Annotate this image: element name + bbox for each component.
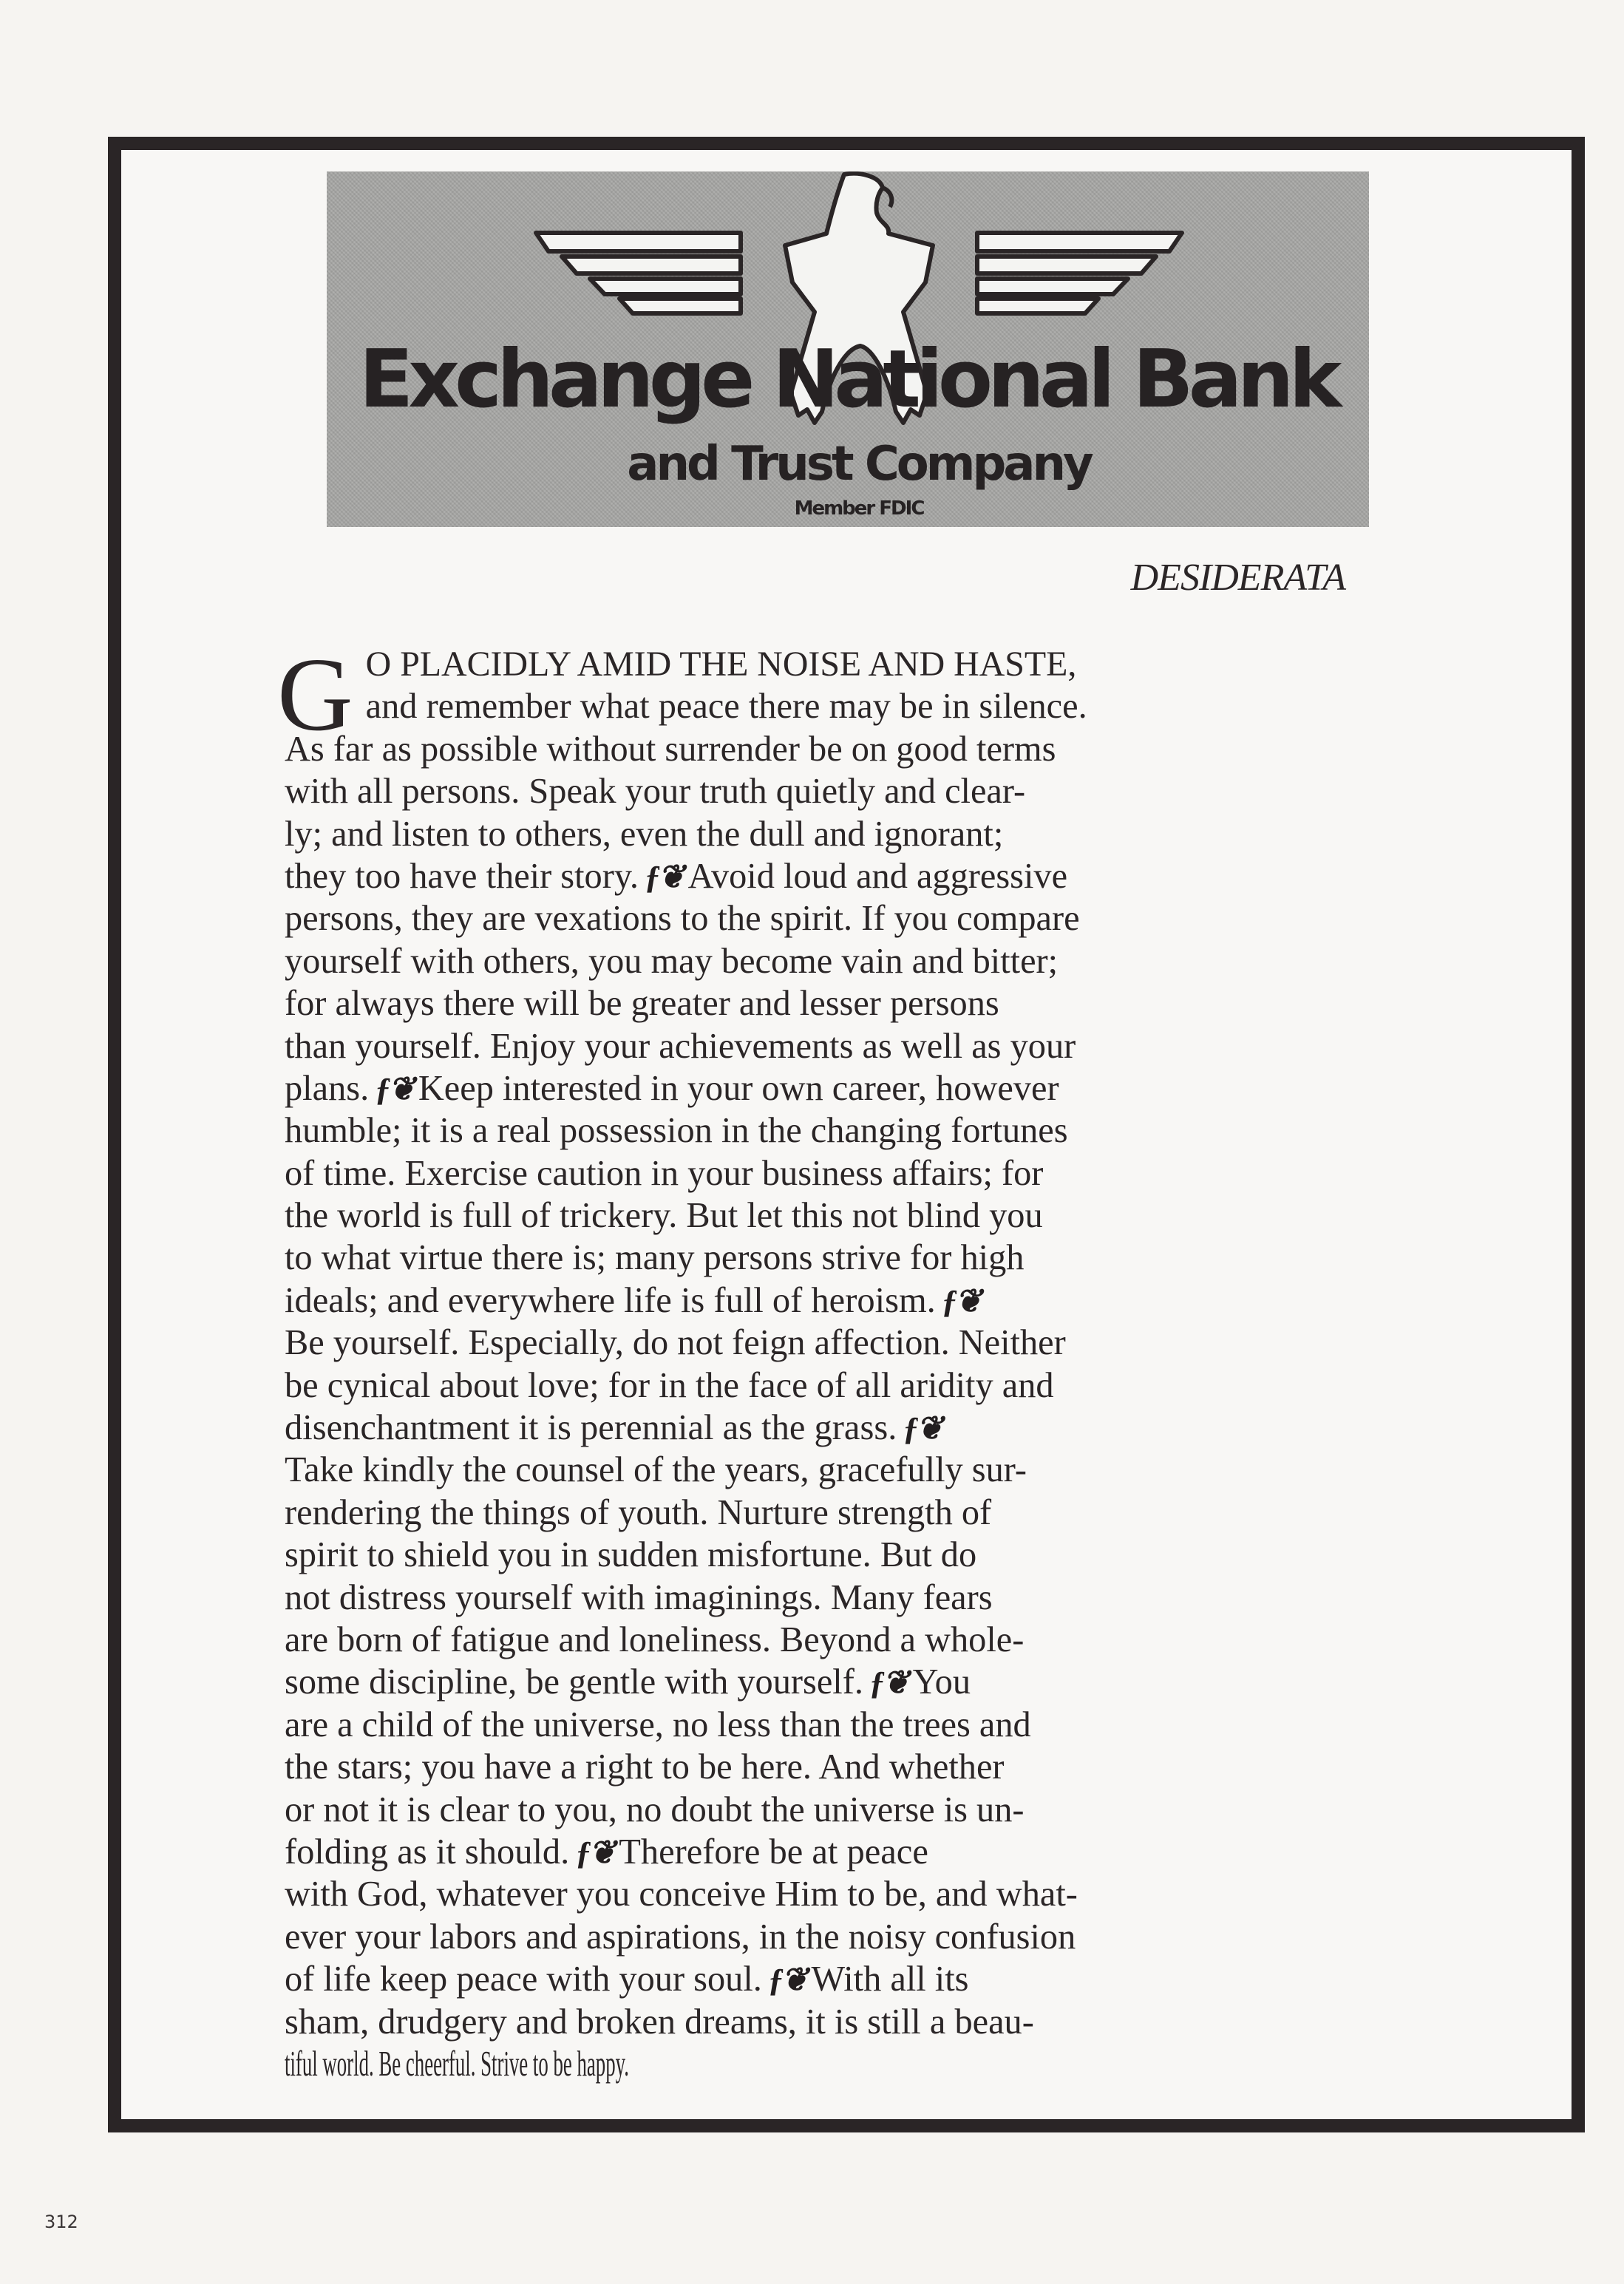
poem-line: tiful world. Be cheerful. Strive to be happy.: [285, 2044, 630, 2084]
page-number: 312: [44, 2212, 78, 2232]
bank-advertisement-banner: [327, 171, 1369, 527]
fleuron-icon: ƒ❦: [903, 1410, 941, 1447]
poem-line: O PLACIDLY AMID THE NOISE AND HASTE,: [365, 645, 1077, 684]
poem-body: [277, 636, 1393, 2085]
drop-cap: G: [277, 636, 353, 752]
poem-line: As far as possible without surrender be on good terms: [285, 729, 1056, 769]
poem-line: yourself with others, you may become vain and bitter;: [285, 941, 1059, 981]
poem-line: of time. Exercise caution in your business affairs; for: [285, 1153, 1044, 1193]
poem-line: ly; and listen to others, even the dull and ignorant;: [285, 814, 1004, 854]
poem-line: be cynical about love; for in the face of all aridity and: [285, 1365, 1054, 1405]
poem-line: sham, drudgery and broken dreams, it is still a beau-: [285, 2002, 1034, 2042]
poem-line: are a child of the universe, no less than the trees and: [285, 1704, 1031, 1744]
fleuron-icon: ƒ❦: [869, 1665, 907, 1702]
poem-line: some discipline, be gentle with yourself. ƒ❦ You: [285, 1661, 1390, 1703]
poem-line: to what virtue there is; many persons strive for high: [285, 1238, 1025, 1278]
bank-name: Exchange National Bank: [359, 333, 1337, 426]
fleuron-icon: ƒ❦: [375, 1070, 412, 1107]
poem-line: for always there will be greater and lesser persons: [285, 984, 999, 1024]
poem-line: are born of fatigue and loneliness. Beyond a whole-: [285, 1619, 1025, 1659]
poem-line: spirit to shield you in sudden misfortune. But do: [285, 1535, 977, 1575]
poem-line: ideals; and everywhere life is full of heroism. ƒ❦: [285, 1279, 1393, 1322]
poem-line: with God, whatever you conceive Him to be, and what-: [285, 1875, 1078, 1914]
fleuron-icon: ƒ❦: [767, 1962, 806, 1999]
poem-line: the stars; you have a right to be here. And whether: [285, 1747, 1005, 1787]
poem-line: plans. ƒ❦ Keep interested in your own career, however: [285, 1067, 1390, 1109]
bank-subtitle: and Trust Company: [627, 437, 1091, 492]
poem-line: and remember what peace there may be in silence.: [365, 687, 1087, 727]
poem-line: humble; it is a real possession in the changing fortunes: [285, 1111, 1068, 1151]
fleuron-icon: ƒ❦: [941, 1282, 979, 1319]
poem-line: ever your labors and aspirations, in the noisy confusion: [285, 1917, 1076, 1957]
poem-line: they too have their story. ƒ❦ Avoid loud and aggressive: [285, 855, 1390, 897]
poem-line: Take kindly the counsel of the years, gracefully sur-: [285, 1450, 1027, 1490]
poem-title: DESIDERATA: [1130, 557, 1345, 599]
poem-line: not distress yourself with imaginings. Many fears: [285, 1577, 993, 1617]
poem-line: with all persons. Speak your truth quietly and clear-: [285, 772, 1026, 812]
fleuron-icon: ƒ❦: [575, 1834, 614, 1871]
poem-line: rendering the things of youth. Nurture strength of: [285, 1492, 992, 1532]
poem-line: or not it is clear to you, no doubt the universe is un-: [285, 1790, 1025, 1829]
poem-line: the world is full of trickery. But let this not blind you: [285, 1196, 1043, 1236]
member-fdic-note: Member FDIC: [794, 497, 924, 520]
poem-line: folding as it should. ƒ❦ Therefore be at peace: [285, 1831, 1393, 1873]
poem-line: disenchantment it is perennial as the grass. ƒ❦: [285, 1407, 1393, 1449]
poem-line: persons, they are vexations to the spirit. If you compare: [285, 899, 1080, 939]
poem-line: than yourself. Enjoy your achievements as well as your: [285, 1026, 1076, 1066]
poem-line: of life keep peace with your soul. ƒ❦ With all its: [285, 1958, 1390, 2000]
poem-line: Be yourself. Especially, do not feign affection. Neither: [285, 1323, 1066, 1363]
fleuron-icon: ƒ❦: [644, 858, 682, 895]
